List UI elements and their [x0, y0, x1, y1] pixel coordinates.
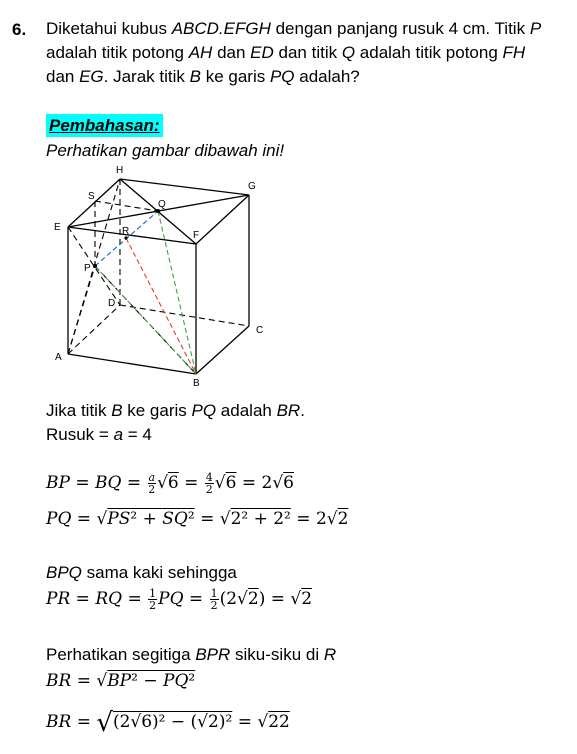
line-RB — [126, 238, 196, 374]
line-SQ — [95, 201, 158, 211]
label-H: H — [116, 165, 124, 176]
label-B: B — [193, 378, 200, 389]
equation-bp: BP = BQ = $\frac{a}{2}$ √6 = $\frac{4}{2}$ √6 = 2√6 — [46, 471, 294, 496]
edge-EF — [68, 227, 196, 244]
question-line-1: Diketahui kubus ABCD.EFGH dengan panjang rusuk 4 cm. Titik P — [46, 19, 542, 38]
statement: Jika titik B ke garis PQ adalah BR. — [46, 401, 305, 420]
equation-br-2: BR = √(2√6)² − (√2)² = √22 — [46, 708, 290, 738]
question-number: 6. — [12, 20, 27, 39]
cube-figure — [40, 160, 280, 395]
equation-br-1: BR = √BP² − PQ² — [46, 671, 196, 691]
label-C: C — [256, 325, 264, 336]
right-triangle-statement: Perhatikan segitiga BPR siku-siku di R — [46, 645, 337, 664]
equation-pr: PR = RQ = $\frac{1}{2}$ PQ = $\frac{1}{2}$ (2√2) = √2 — [46, 587, 313, 612]
equation-pq: PQ = √PS² + SQ² = √2² + 2² = 2√2 — [46, 509, 349, 529]
label-G: G — [248, 181, 256, 192]
isosceles-statement: BPQ sama kaki sehingga — [46, 563, 237, 582]
point-P — [93, 264, 97, 268]
edge-AB — [68, 354, 196, 374]
label-A: A — [55, 352, 62, 363]
label-P: P — [84, 263, 91, 274]
label-D: D — [108, 298, 116, 309]
label-F: F — [193, 230, 200, 241]
edge-HG — [120, 179, 249, 195]
question-line-3: dan EG. Jarak titik B ke garis PQ adalah? — [46, 67, 360, 86]
label-Q: Q — [158, 199, 166, 210]
label-R: R — [122, 226, 130, 237]
line-QB — [158, 211, 196, 374]
edge-BC — [196, 326, 249, 374]
label-S: S — [88, 191, 95, 202]
solution-intro: Perhatikan gambar dibawah ini! — [46, 141, 285, 160]
solution-heading: Pembahasan: — [46, 116, 163, 136]
label-E: E — [54, 222, 61, 233]
line-AP — [68, 266, 95, 354]
edge-length: Rusuk = a = 4 — [46, 425, 152, 444]
question-line-2: adalah titik potong AH dan ED dan titik Q adalah titik potong FH — [46, 43, 526, 62]
